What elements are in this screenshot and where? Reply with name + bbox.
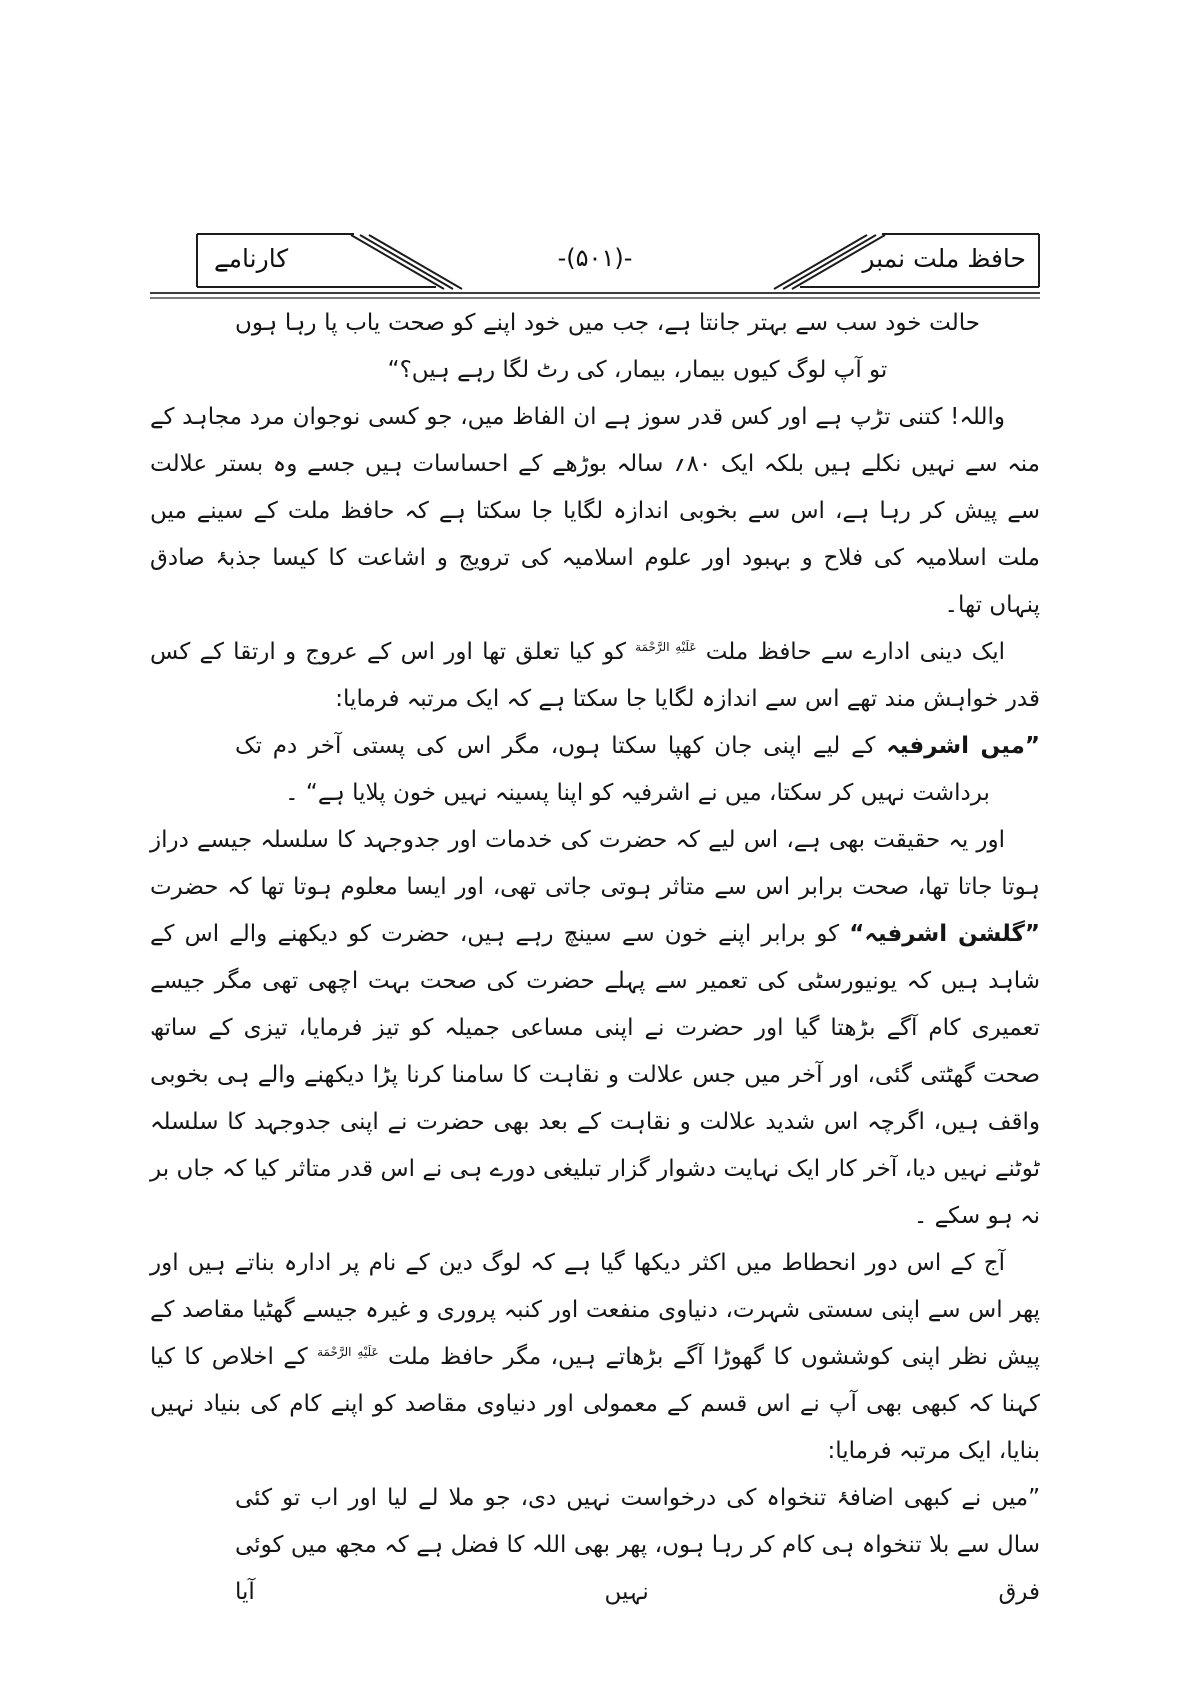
emphasized-text-segment: ”گلشن اشرفیہ“: [849, 921, 1040, 947]
header-double-rule: [150, 292, 1040, 299]
quote-paragraph: [235, 300, 1040, 394]
quote-paragraph: [235, 1475, 1040, 1616]
text-segment: حالت خود سب سے بہتر جانتا ہے، جب میں خود اپنے کو صحت یاب پا رہا ہوں تو آپ لوگ کیوں بیمار، بیمار، کی رٹ لگا رہے ہیں؟“: [235, 310, 980, 383]
quote-paragraph: [235, 723, 1040, 817]
text-segment: ایک دینی ادارے سے حافظ ملت: [696, 639, 1005, 665]
honorific-mark: عَلَيْهِ الرَّحْمَة: [635, 640, 697, 654]
header-left-tab: [196, 232, 476, 290]
emphasized-text-segment: ”میں اشرفیہ: [886, 733, 1040, 759]
text-segment: کو برابر اپنے خون سے سینچ رہے ہیں، حضرت کو دیکھنے والے اس کے شاہد ہیں کہ یونیورسٹی کی تعمیر سے پہلے حضرت کی صحت بہت اچھی تھی مگر جیسے تعمیری کام آگے بڑھتا گیا اور حضرت نے اپنی مساعی جمیلہ کو تیز فرمایا، تیزی کے ساتھ صحت گھٹتی گئی، اور آخر میں جس علالت و نقاہت کا سامنا کرنا پڑا دیکھنے والے ہی بخوبی واقف ہیں، اگرچہ اس شدید علالت و نقاہت کے بعد بھی حضرت نے اپنی جدوجہد کا سلسلہ ٹوٹنے نہیں دیا، آخر کار ایک نہایت دشوار گزار تبلیغی دورے ہی نے اس قدر متاثر کیا کہ جاں بر نہ ہو سکے ۔: [150, 921, 1040, 1229]
body-paragraph: [150, 817, 1040, 1240]
text-segment: کے اخلاص کا کیا کہنا کہ کبھی بھی آپ نے اس قسم کے معمولی اور دنیاوی مقاصد کو اپنے کام کی بنیاد نہیں بنایا، ایک مرتبہ فرمایا:: [150, 1344, 1040, 1464]
text-segment: ”میں نے کبھی اضافۂ تنخواہ کی درخواست نہیں دی، جو ملا لے لیا اور اب تو کئی سال سے بلا تنخواہ ہی کام کر رہا ہوں، پھر بھی اللہ کا فضل ہے کہ مجھ میں کوئی فرق نہیں آیا: [235, 1485, 1040, 1605]
header-right-tab: [760, 232, 1040, 290]
page-number: -(۵۰۱)-: [557, 244, 633, 272]
text-segment: اور یہ حقیقت بھی ہے، اس لیے کہ حضرت کی خدمات اور جدوجہد کا سلسلہ جیسے دراز ہوتا جاتا تھا، صحت برابر اس سے متاثر ہوتی جاتی تھی، اور ایسا معلوم ہوتا تھا کہ حضرت: [150, 827, 1040, 900]
page-header: [150, 230, 1040, 292]
header-left-tab-label: کارنامے: [214, 244, 289, 274]
page-sheet: [150, 0, 1040, 1616]
body-paragraph: [150, 1240, 1040, 1475]
body-paragraph: [150, 394, 1040, 629]
text-body: [150, 300, 1040, 1616]
header-right-tab-label: حافظ ملت نمبر: [862, 244, 1026, 274]
text-segment: واللہ! کتنی تڑپ ہے اور کس قدر سوز ہے ان الفاظ میں، جو کسی نوجوان مرد مجاہد کے منہ سے نہیں نکلے ہیں بلکہ ایک ۸۰؍ سالہ بوڑھے کے احساسات ہیں جسے وہ بستر علالت سے پیش کر رہا ہے، اس سے بخوبی اندازہ لگایا جا سکتا ہے کہ حافظ ملت کے سینے میں ملت اسلامیہ کی فلاح و بہبود اور علوم اسلامیہ کی ترویج و اشاعت کا کیسا جذبۂ صادق پنہاں تھا۔: [150, 404, 1040, 618]
text-segment: کو کیا تعلق تھا اور اس کے عروج و ارتقا کے کس قدر خواہش مند تھے اس سے اندازہ لگایا جا سکتا ہے کہ ایک مرتبہ فرمایا:: [150, 639, 1040, 712]
text-segment: کے لیے اپنی جان کھپا سکتا ہوں، مگر اس کی پستی آخر دم تک برداشت نہیں کر سکتا، میں نے اشرفیہ کو اپنا پسینہ نہیں خون پلایا ہے“ ۔: [235, 733, 990, 806]
honorific-mark: عَلَيْهِ الرَّحْمَة: [317, 1345, 379, 1359]
text-segment: آج کے اس دور انحطاط میں اکثر دیکھا گیا ہے کہ لوگ دین کے نام پر ادارہ بناتے ہیں اور پھر اس سے اپنی سستی شہرت، دنیاوی منفعت اور کنبہ پروری و غیرہ جیسے گھٹیا مقاصد کے پیش نظر اپنی کوششوں کا گھوڑا آگے بڑھاتے ہیں، مگر حافظ ملت: [150, 1250, 1041, 1370]
body-paragraph: [150, 629, 1040, 723]
